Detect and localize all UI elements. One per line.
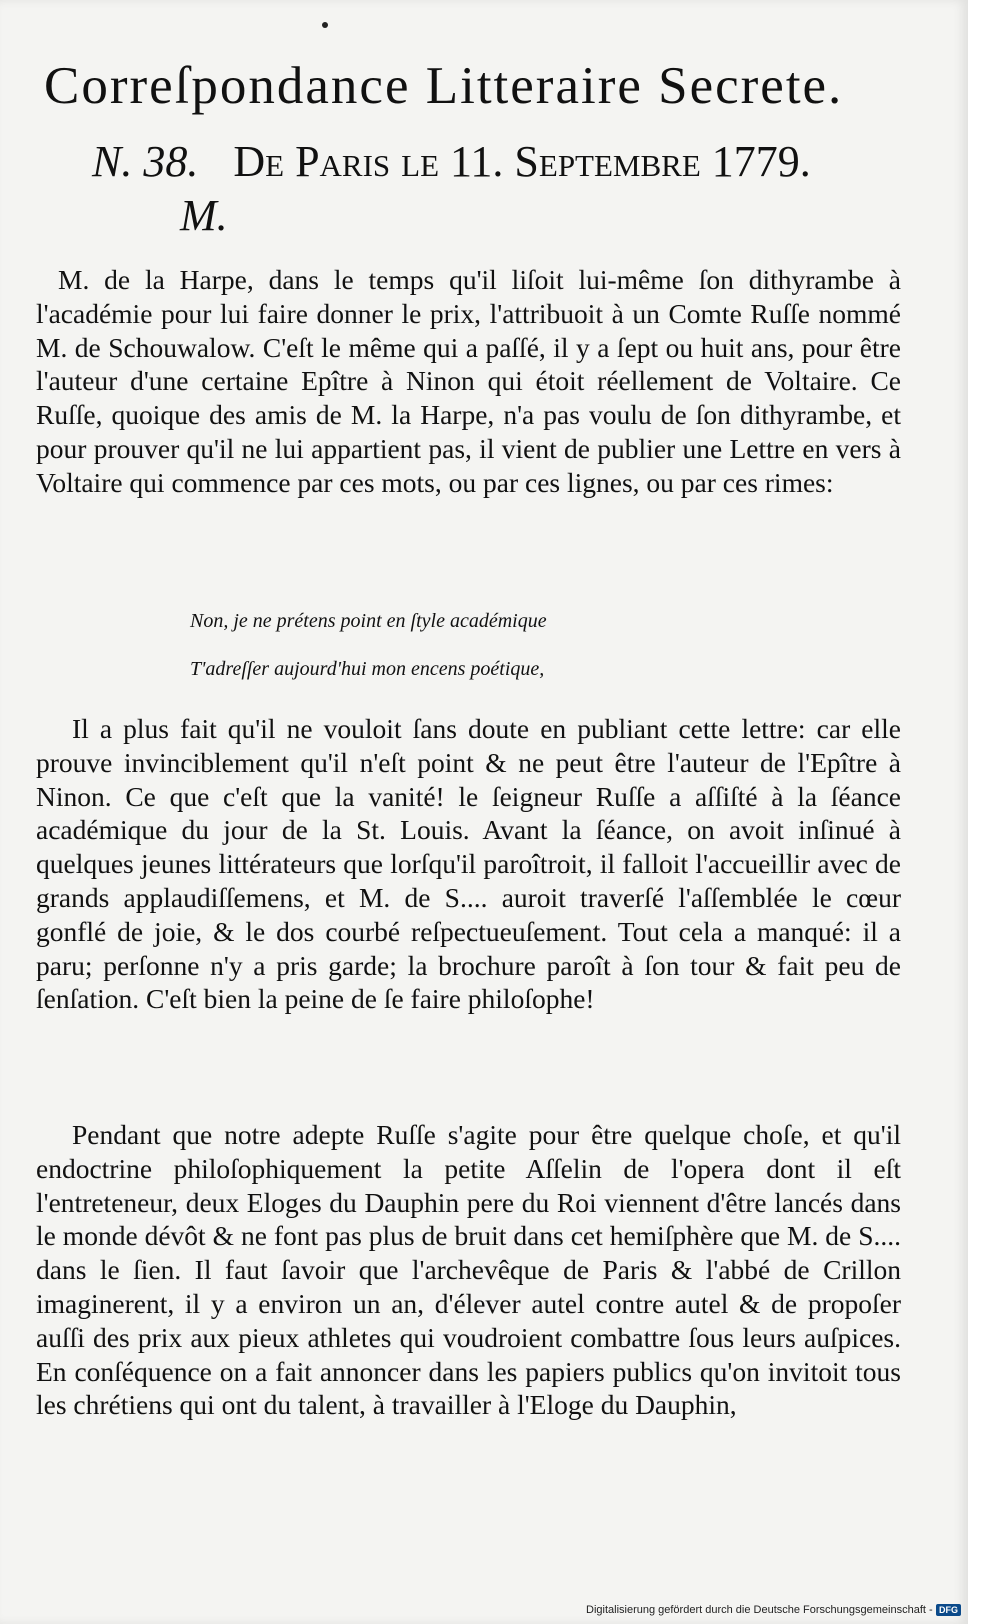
verse-line-2: T'adreſſer aujourd'hui mon encens poétique, xyxy=(190,658,545,680)
salutation: M. xyxy=(180,191,228,240)
paragraph-3: Pendant que notre adepte Ruſſe s'agite pour être quelque choſe, et qu'il endoctrine philoſophiquement la petite Aſſelin de l'opera dont il eſt l'entreteneur, deux Eloges du Dauphin pere du Roi viennent d'être lancés dans le monde dévôt & ne font pas plus de bruit dans cet hemiſphère que M. de S.... dans le ſien. Il faut ſavoir que l'archevêque de Paris & l'abbé de Crillon imaginerent, il y a environ un an, d'élever autel contre autel & de propoſer auſſi des prix aux pieux athletes qui voudroient combattre ſous leurs auſpices. En conſéquence on a fait annoncer dans les papiers publics qu'on invitoit tous les chrétiens qui ont du talent, à travailler à l'Eloge du Dauphin, xyxy=(36,1119,901,1421)
issue-line xyxy=(92,136,912,187)
paragraph-2: Il a plus fait qu'il ne vouloit ſans doute en publiant cette lettre: car elle prouve invinciblement qu'il n'eſt point & ne peut être l'auteur de l'Epître à Ninon. Ce que c'eſt que la vanité! le ſeigneur Ruſſe a aſſiſté à la ſéance académique du jour de la St. Louis. Avant la ſéance, on avoit inſinué à quelques jeunes littérateurs que lorſqu'il paroîtroit, il falloit l'accueillir avec de grands applaudiſſemens, et M. de S.... auroit traverſé l'aſſemblée le cœur gonflé de joie, & le dos courbé reſpectueuſement. Tout cela a manqué: il a paru; perſonne n'y a pris garde; la brochure paroît à ſon tour & fait peu de ſenſation. C'eſt bien la peine de ſe faire philoſophe! xyxy=(36,713,901,1015)
ornament-dot xyxy=(322,22,328,28)
digitization-credit: Digitalisierung gefördert durch die Deutsche Forschungsgemeinschaft - xyxy=(586,1604,933,1616)
dateline: De Paris le 11. Septembre 1779. xyxy=(233,137,811,186)
paragraph-1: M. de la Harpe, dans le temps qu'il liſoit lui-même ſon dithyrambe à l'académie pour lui faire donner le prix, l'attribuoit à un Comte Ruſſe nommé M. de Schouwalow. C'eſt le même qui a paſſé, il y a ſept ou huit ans, pour être l'auteur d'une certaine Epître à Ninon qui étoit réellement de Voltaire. Ce Ruſſe, quoique des amis de M. la Harpe, n'a pas voulu de ſon dithyrambe, et pour prouver qu'il ne lui appartient pas, il vient de publier une Lettre en vers à Voltaire qui commence par ces mots, ou par ces lignes, ou par ces rimes: xyxy=(36,264,901,498)
verse-line-1: Non, je ne prétens point en ſtyle académique xyxy=(190,610,547,632)
issue-number: N. 38. xyxy=(92,137,199,186)
publication-title: Correſpondance Litteraire Secrete. xyxy=(44,57,844,115)
dfg-logo: DFG xyxy=(936,1604,961,1616)
